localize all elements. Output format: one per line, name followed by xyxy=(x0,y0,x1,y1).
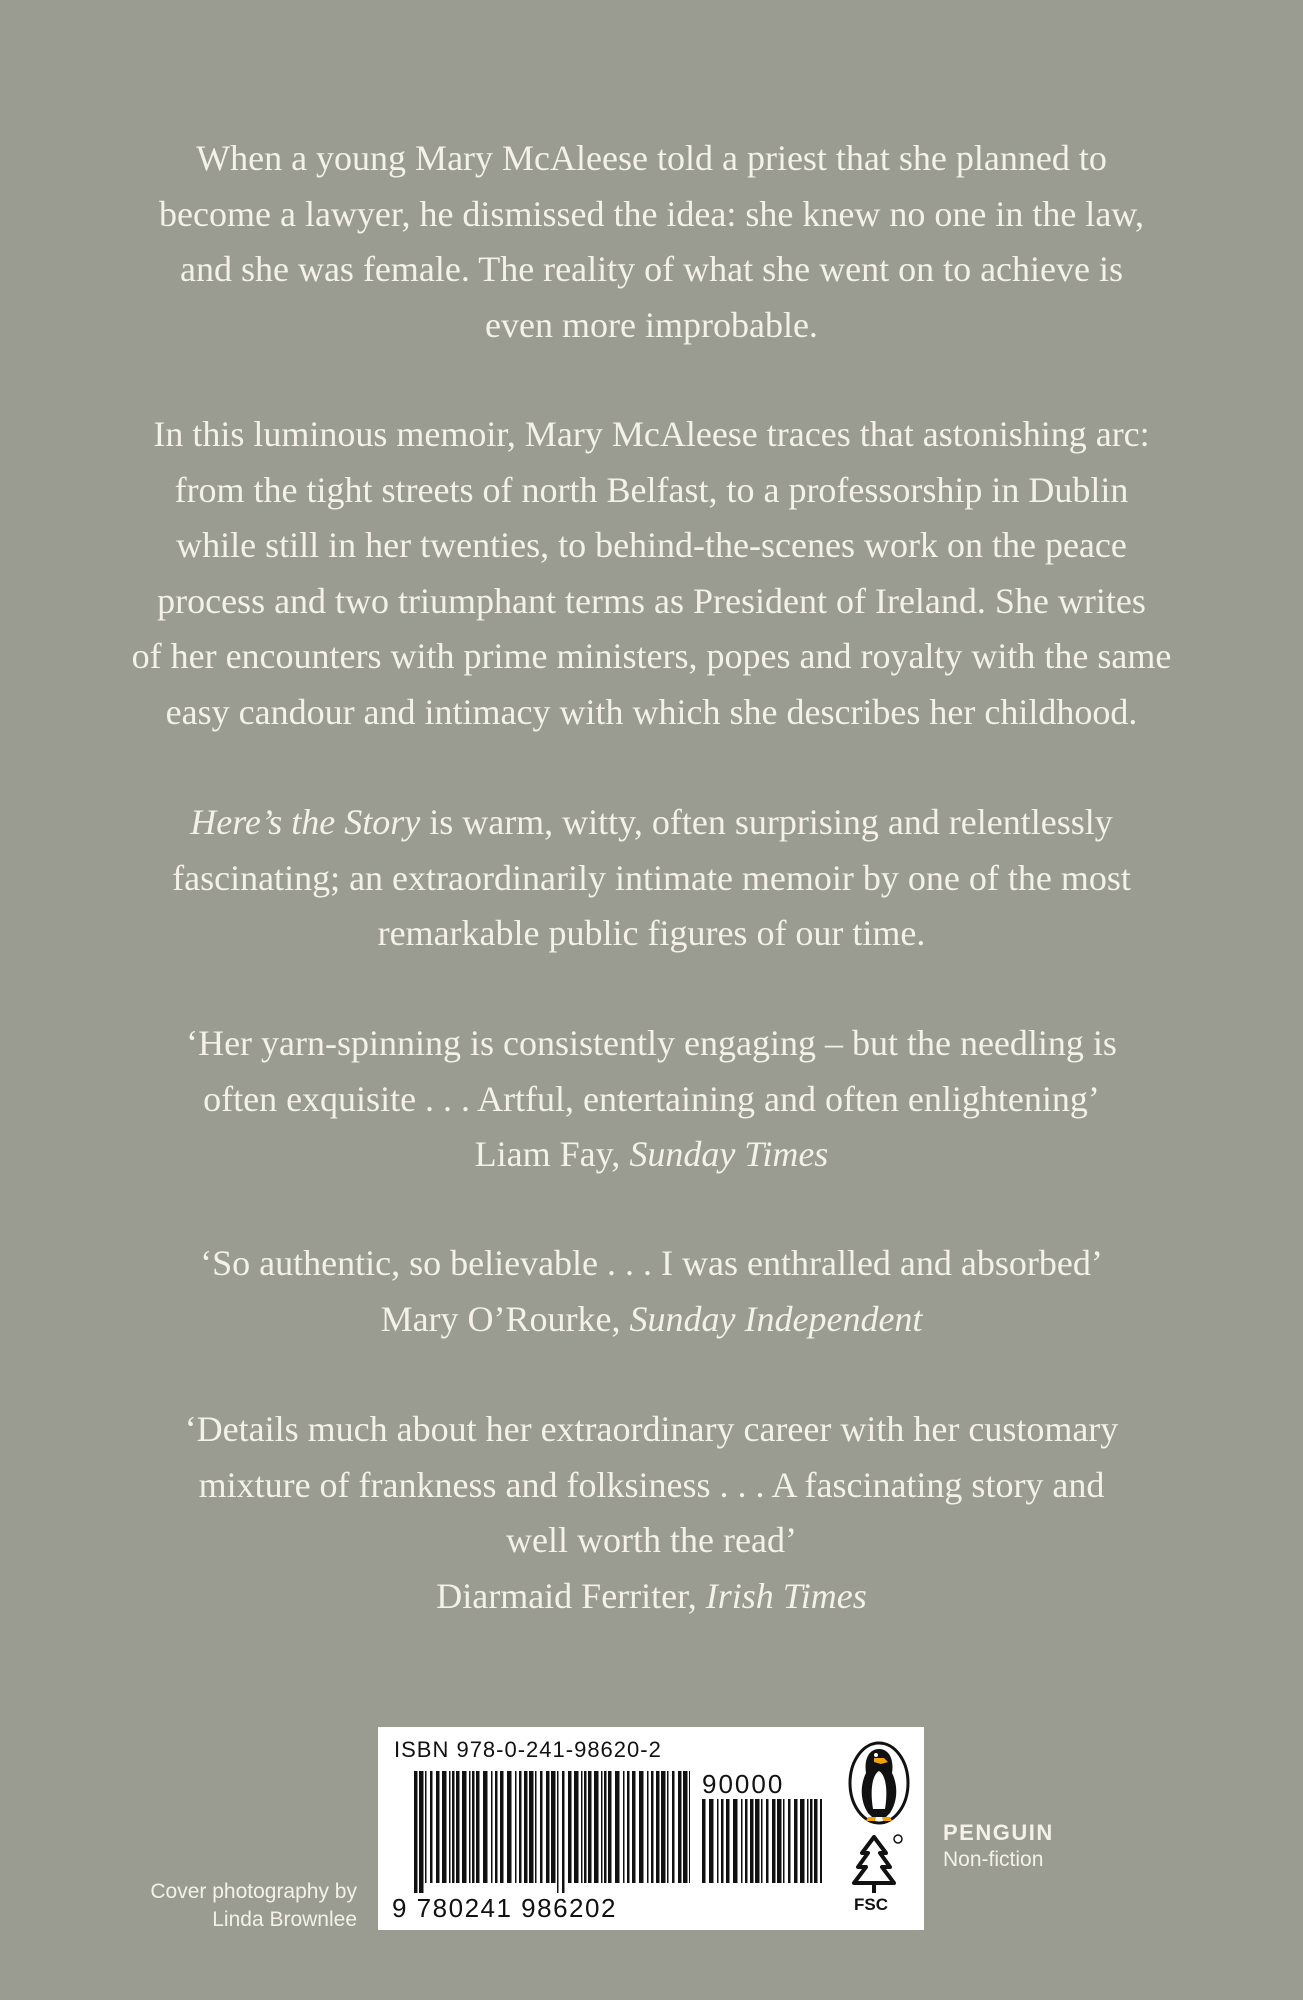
price-addon-barcode xyxy=(702,1799,822,1893)
barcode-bar xyxy=(529,1771,534,1883)
blurb-line: even more improbable. xyxy=(485,304,818,345)
quote-author: Diarmaid Ferriter, xyxy=(436,1575,706,1616)
barcode-bar xyxy=(656,1771,660,1883)
quote-line: mixture of frankness and folksiness . . . A fascinating story and xyxy=(198,1464,1105,1505)
blurb-line: process and two triumphant terms as President of Ireland. She writes xyxy=(157,580,1146,621)
blurb-line: and she was female. The reality of what she went on to achieve is xyxy=(179,249,1123,289)
barcode-bar xyxy=(733,1799,738,1883)
barcode-bar xyxy=(574,1771,579,1883)
barcode-bar xyxy=(562,1771,565,1893)
barcode-bar xyxy=(615,1771,620,1883)
barcode-bar xyxy=(777,1799,782,1883)
quote-source: Irish Times xyxy=(705,1575,867,1616)
barcode-bar xyxy=(414,1771,418,1893)
quote-line: well worth the read’ xyxy=(506,1520,797,1560)
barcode-bar xyxy=(540,1771,543,1883)
barcode-bar xyxy=(678,1771,682,1883)
book-title: Here’s the Story xyxy=(190,802,421,842)
quote-source: Sunday Independent xyxy=(629,1298,923,1339)
barcode-bar xyxy=(741,1799,743,1883)
barcode-bar xyxy=(623,1771,625,1883)
barcode-bar xyxy=(702,1799,706,1883)
barcode-bar xyxy=(788,1799,791,1883)
barcode-bar xyxy=(766,1799,769,1883)
barcode-bar xyxy=(651,1771,654,1883)
barcode-bar xyxy=(627,1771,630,1883)
barcode-bar xyxy=(581,1771,583,1883)
barcode-bar xyxy=(755,1799,760,1883)
blurb-line: of her encounters with prime ministers, popes and royalty with the same xyxy=(131,636,1172,676)
barcode-bar xyxy=(546,1771,550,1883)
quote-attribution xyxy=(60,1569,1243,1625)
quote-line: often exquisite . . . Artful, entertaining and often enlightening’ xyxy=(203,1078,1100,1119)
barcode-bar xyxy=(588,1771,592,1883)
credit-line: Cover photography by xyxy=(150,1880,357,1903)
barcode-bar xyxy=(750,1799,754,1883)
barcode-bar xyxy=(820,1799,822,1883)
fsc-tree-icon xyxy=(842,1831,906,1895)
barcode-bar xyxy=(436,1771,440,1883)
barcode-bar xyxy=(500,1771,504,1883)
review-quote-1 xyxy=(60,1016,1243,1183)
barcode-bar xyxy=(476,1771,480,1883)
blurb-line: When a young Mary McAleese told a priest that she planned to xyxy=(196,138,1107,178)
barcode-bar xyxy=(632,1771,636,1883)
barcode-bar xyxy=(667,1771,669,1883)
blurb-paragraph-2 xyxy=(60,407,1243,740)
barcode-bar xyxy=(524,1771,528,1883)
quote-line: ‘So authentic, so believable . . . I was enthralled and absorbed’ xyxy=(200,1243,1103,1283)
barcode-bar xyxy=(442,1771,447,1883)
barcode-panel xyxy=(378,1727,924,1930)
penguin-logo-icon xyxy=(848,1741,910,1825)
barcode-bar xyxy=(745,1799,748,1883)
barcode-bar xyxy=(726,1799,730,1883)
barcode-digits: 9 780241 986202 xyxy=(392,1893,617,1923)
review-quote-3 xyxy=(60,1402,1243,1624)
barcode-bar xyxy=(419,1771,424,1893)
barcode-bar xyxy=(807,1799,809,1883)
barcode-bar xyxy=(783,1799,785,1883)
barcode-bar xyxy=(469,1771,471,1883)
publisher-category: Non-fiction xyxy=(943,1848,1044,1871)
blurb-line: remarkable public figures of our time. xyxy=(377,913,926,953)
barcode-bar xyxy=(584,1771,587,1883)
blurb-line xyxy=(60,795,1243,851)
barcode-bar xyxy=(601,1771,603,1883)
quote-author: Mary O’Rourke, xyxy=(380,1298,630,1339)
blurb-line: In this luminous memoir, Mary McAleese traces that astonishing arc: xyxy=(153,414,1150,454)
barcode-bar xyxy=(594,1771,599,1883)
quote-attribution xyxy=(60,1292,1243,1348)
blurb-line-rest: is warm, witty, often surprising and relentlessly xyxy=(420,802,1113,842)
quote-author: Liam Fay, xyxy=(474,1134,630,1174)
credit-line: Linda Brownlee xyxy=(212,1908,357,1931)
publisher-name: PENGUIN xyxy=(943,1820,1054,1845)
review-quote-2 xyxy=(60,1236,1243,1347)
quote-source: Sunday Times xyxy=(629,1134,829,1174)
barcode-bar xyxy=(519,1771,522,1883)
price-addon-digits: 90000 xyxy=(702,1769,785,1799)
barcode-bar xyxy=(551,1771,556,1883)
quote-attribution xyxy=(60,1127,1243,1183)
barcode-bar xyxy=(794,1799,798,1883)
blurb-line: become a lawyer, he dismissed the idea: she knew no one in the law, xyxy=(159,193,1144,234)
barcode-bar xyxy=(507,1771,512,1883)
barcode-bar xyxy=(425,1771,427,1883)
barcode-bar xyxy=(483,1771,488,1883)
barcode-bar xyxy=(810,1799,813,1883)
blurb-paragraph-1 xyxy=(60,131,1243,353)
barcode-bar xyxy=(721,1799,724,1883)
barcode-bar xyxy=(608,1771,612,1883)
barcode-bar xyxy=(709,1799,714,1883)
blurb-line: easy candour and intimacy with which she describes her childhood. xyxy=(165,691,1138,732)
barcode-bar xyxy=(462,1771,467,1883)
quote-line: ‘Details much about her extraordinary career with her customary xyxy=(184,1409,1119,1449)
barcode-bar xyxy=(568,1771,572,1883)
barcode-bar xyxy=(604,1771,607,1883)
barcode-bar xyxy=(800,1799,805,1883)
cover-photo-credit xyxy=(150,1878,357,1934)
barcode-bar xyxy=(515,1771,517,1883)
barcode-bar xyxy=(639,1771,644,1883)
blurb-line: while still in her twenties, to behind-the-scenes work on the peace xyxy=(176,525,1127,565)
barcode-bar xyxy=(814,1799,818,1883)
barcode-bar xyxy=(717,1799,719,1883)
barcode-bar xyxy=(430,1771,433,1883)
barcode-bar xyxy=(772,1799,776,1883)
barcode-bar xyxy=(689,1771,690,1883)
barcode-bar xyxy=(535,1771,537,1883)
barcode-bar xyxy=(661,1771,666,1883)
barcode-bar xyxy=(449,1771,451,1883)
barcode-bar xyxy=(647,1771,649,1883)
barcode-bar xyxy=(456,1771,460,1883)
barcode-bar xyxy=(495,1771,498,1883)
barcode-bar xyxy=(672,1771,675,1883)
barcode-bar xyxy=(683,1771,688,1883)
isbn-barcode xyxy=(414,1771,690,1893)
blurb-line: from the tight streets of north Belfast, to a professorship in Dublin xyxy=(174,469,1129,510)
publisher-imprint xyxy=(943,1820,1054,1872)
barcode-bar xyxy=(472,1771,475,1883)
barcode-bar xyxy=(452,1771,455,1883)
isbn-label: ISBN 978-0-241-98620-2 xyxy=(394,1737,662,1762)
blurb-paragraph-3 xyxy=(60,795,1243,962)
barcode-bar xyxy=(761,1799,763,1883)
blurb-line: fascinating; an extraordinarily intimate memoir by one of the most xyxy=(172,857,1131,898)
barcode-bar xyxy=(491,1771,493,1883)
fsc-label: FSC xyxy=(854,1895,888,1914)
quote-line: ‘Her yarn-spinning is consistently engaging – but the needling is xyxy=(186,1023,1117,1063)
barcode-bar xyxy=(557,1771,559,1893)
